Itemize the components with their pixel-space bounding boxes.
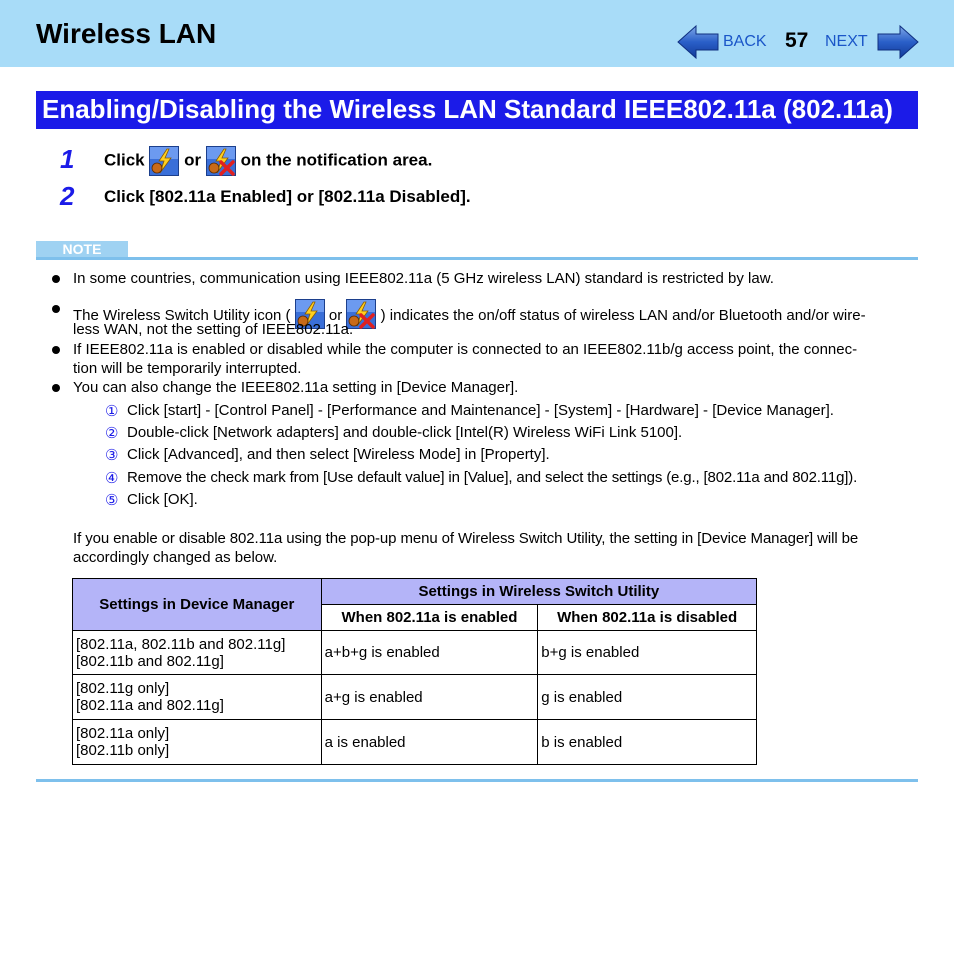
table-cell-setting bbox=[73, 675, 322, 720]
substep-4: Remove the check mark from [Use default value] in [Value], and select the settings (e.g., [802.11a and 802.11g]). bbox=[127, 469, 858, 486]
table-cell-disabled: b+g is enabled bbox=[538, 631, 757, 675]
note-bullet-2-line2: less WAN, not the setting of IEEE802.11a. bbox=[73, 321, 354, 338]
table-header-enabled: When 802.11a is enabled bbox=[321, 605, 538, 631]
note-bullet-2-after: ) indicates the on/off status of wireless LAN and/or Bluetooth and/or wire- bbox=[380, 307, 866, 324]
table-cell-enabled: a is enabled bbox=[321, 720, 538, 765]
setting-line: [802.11b only] bbox=[76, 742, 170, 759]
note-bullet-4: You can also change the IEEE802.11a setting in [Device Manager]. bbox=[73, 379, 519, 396]
setting-line: [802.11a only] bbox=[76, 725, 170, 742]
table-cell-setting bbox=[73, 631, 322, 675]
setting-line: [802.11a, 802.11b and 802.11g] bbox=[76, 635, 286, 653]
table-row bbox=[73, 675, 757, 720]
table-cell-enabled: a+b+g is enabled bbox=[321, 631, 538, 675]
setting-line: [802.11g only] bbox=[76, 680, 170, 697]
substep-marker: ④ bbox=[105, 470, 119, 487]
table-cell-disabled: b is enabled bbox=[538, 720, 757, 765]
step-1-text bbox=[104, 146, 432, 176]
bottom-divider bbox=[36, 779, 918, 782]
page-header bbox=[0, 0, 954, 67]
page-title: Wireless LAN bbox=[36, 18, 217, 49]
next-link[interactable]: NEXT bbox=[825, 33, 868, 50]
note-bullet-2-before: The Wireless Switch Utility icon ( bbox=[73, 307, 291, 324]
table-header-device-manager: Settings in Device Manager bbox=[73, 579, 322, 631]
section-title: Enabling/Disabling the Wireless LAN Standard IEEE802.11a (802.11a) bbox=[36, 91, 918, 129]
table-cell-setting bbox=[73, 720, 322, 765]
step-number-2: 2 bbox=[60, 181, 75, 211]
substep-2: Double-click [Network adapters] and double-click [Intel(R) Wireless WiFi Link 5100]. bbox=[127, 424, 683, 441]
table-header-switch-utility: Settings in Wireless Switch Utility bbox=[321, 579, 756, 605]
bullet-dot bbox=[52, 384, 60, 392]
substep-marker: ① bbox=[105, 403, 119, 420]
substep-3: Click [Advanced], and then select [Wireless Mode] in [Property]. bbox=[127, 446, 550, 463]
step-1-or: or bbox=[184, 150, 202, 170]
note-bullet-1: In some countries, communication using IEEE802.11a (5 GHz wireless LAN) standard is restricted by law. bbox=[73, 270, 774, 287]
substep-marker: ③ bbox=[105, 447, 119, 464]
table-row bbox=[73, 631, 757, 675]
table-cell-disabled: g is enabled bbox=[538, 675, 757, 720]
substep-1: Click [start] - [Control Panel] - [Performance and Maintenance] - [System] - [Hardware] - [Device Manager]. bbox=[127, 402, 834, 419]
page-number: 57 bbox=[785, 29, 809, 52]
bullet-dot bbox=[52, 275, 60, 283]
wireless-switch-off-icon bbox=[206, 146, 236, 176]
bullet-dot bbox=[52, 346, 60, 354]
setting-line: [802.11b and 802.11g] bbox=[76, 652, 224, 670]
bullet-dot bbox=[52, 305, 60, 313]
wireless-switch-on-icon bbox=[149, 146, 179, 176]
table-header-disabled: When 802.11a is disabled bbox=[538, 605, 757, 631]
note-bar bbox=[36, 241, 918, 261]
step-number-1: 1 bbox=[60, 144, 75, 174]
step-1-click: Click bbox=[104, 150, 145, 170]
setting-line: [802.11a and 802.11g] bbox=[76, 697, 224, 714]
back-arrow-icon[interactable] bbox=[676, 24, 720, 60]
step-1-after: on the notification area. bbox=[240, 150, 433, 170]
next-arrow-icon[interactable] bbox=[876, 24, 920, 60]
note-bullet-3-line1: If IEEE802.11a is enabled or disabled while the computer is connected to an IEEE802.11b/g access point, the connec- bbox=[73, 341, 858, 358]
back-link[interactable]: BACK bbox=[723, 33, 767, 50]
note-bullet-3-line2: tion will be temporarily interrupted. bbox=[73, 360, 302, 377]
substep-marker: ⑤ bbox=[105, 492, 119, 509]
substep-marker: ② bbox=[105, 425, 119, 442]
note-divider bbox=[36, 257, 918, 260]
note-paragraph-line2: accordingly changed as below. bbox=[73, 549, 278, 566]
table-row bbox=[73, 720, 757, 765]
note-bullet-2-or: or bbox=[328, 307, 343, 324]
table-cell-enabled: a+g is enabled bbox=[321, 675, 538, 720]
note-paragraph-line1: If you enable or disable 802.11a using the pop-up menu of Wireless Switch Utility, the setting in [Device Manager] will be bbox=[73, 530, 859, 547]
note-label: NOTE bbox=[36, 241, 128, 258]
substep-5: Click [OK]. bbox=[127, 491, 198, 508]
step-2-text: Click [802.11a Enabled] or [802.11a Disabled]. bbox=[104, 187, 471, 206]
settings-table bbox=[72, 578, 757, 765]
